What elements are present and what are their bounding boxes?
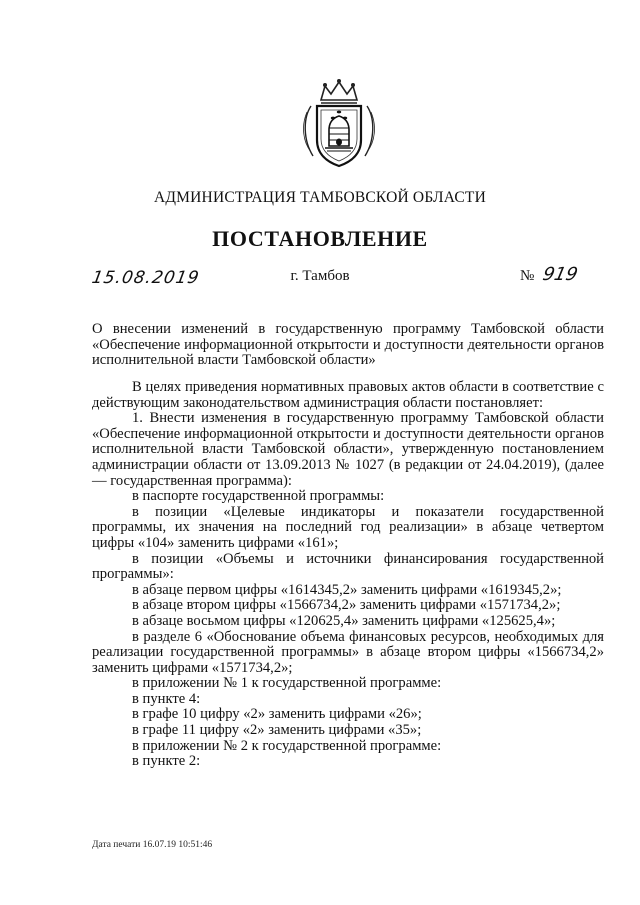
body-paragraph: в позиции «Целевые индикаторы и показатели государственной программы, их значения на последний год реализации» в абзаце четвертом цифры «104» заменить цифрами «161»; bbox=[92, 503, 604, 551]
handwritten-date: 15.08.2019 bbox=[90, 268, 202, 288]
body-paragraph: в разделе 6 «Обоснование объема финансовых ресурсов, необходимых для реализации государственной программы» в абзаце втором цифры «1566734,2» заменить цифрами «1571734,2»; bbox=[92, 628, 604, 676]
body-paragraph: в приложении № 1 к государственной программе: bbox=[132, 675, 442, 692]
body-paragraph: в абзаце втором цифры «1566734,2» заменить цифрами «1571734,2»; bbox=[132, 597, 561, 614]
document-body bbox=[92, 380, 604, 770]
body-paragraph: 1. Внести изменения в государственную программу Тамбовской области «Обеспечение информационной открытости и доступности деятельности органов исполнительной власти Тамбовской области», утвержденную постановлением администрации области от 13.09.2013 № 1027 (в редакции от 24.04.2019), (далее — государственная программа): bbox=[92, 410, 604, 489]
document-title: О внесении изменений в государственную программу Тамбовской области «Обеспечение информационной открытости и доступности деятельности органов исполнительной власти Тамбовской области» bbox=[92, 321, 604, 369]
body-paragraph: В целях приведения нормативных правовых актов области в соответствие с действующим законодательством администрация области постановляет: bbox=[92, 379, 604, 411]
body-paragraph: в приложении № 2 к государственной программе: bbox=[132, 737, 442, 754]
body-paragraph: в позиции «Объемы и источники финансирования государственной программы»: bbox=[92, 550, 604, 583]
handwritten-number: 919 bbox=[540, 264, 580, 285]
body-paragraph: в абзаце первом цифры «1614345,2» заменить цифрами «1619345,2»; bbox=[132, 581, 562, 598]
organization-name: АДМИНИСТРАЦИЯ ТАМБОВСКОЙ ОБЛАСТИ bbox=[154, 189, 486, 206]
body-paragraph: в графе 10 цифру «2» заменить цифрами «26»; bbox=[132, 706, 422, 723]
number-label: № bbox=[520, 268, 535, 284]
body-paragraph: в абзаце восьмом цифры «120625,4» заменить цифрами «125625,4»; bbox=[132, 612, 556, 629]
body-paragraph: в пункте 4: bbox=[132, 690, 201, 707]
body-paragraph: в пункте 2: bbox=[132, 753, 201, 770]
print-date-footer: Дата печати 16.07.19 10:51:46 bbox=[92, 840, 213, 850]
body-paragraph: в паспорте государственной программы: bbox=[132, 488, 385, 505]
body-paragraph: в графе 11 цифру «2» заменить цифрами «35»; bbox=[132, 722, 422, 739]
document-type-heading: ПОСТАНОВЛЕНИЕ bbox=[212, 226, 428, 251]
city-label: г. Тамбов bbox=[290, 268, 350, 284]
coat-of-arms-icon bbox=[297, 78, 381, 170]
